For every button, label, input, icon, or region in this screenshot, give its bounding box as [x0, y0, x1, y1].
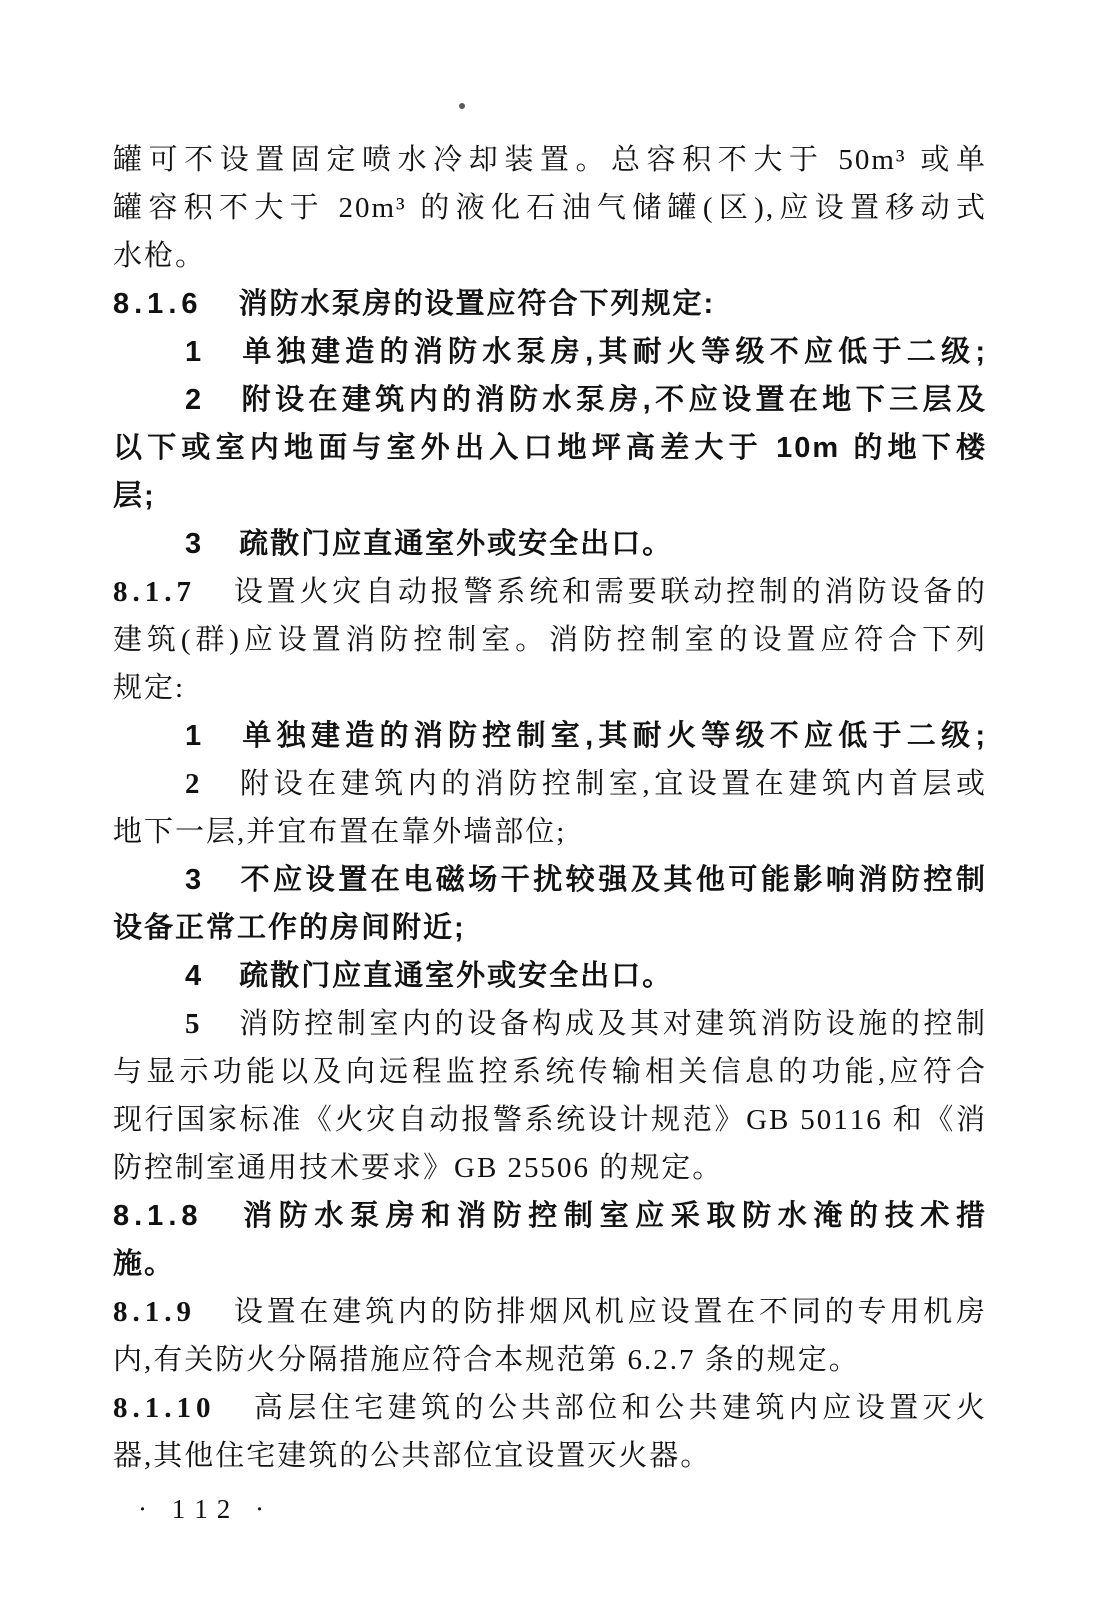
section-8-1-9-line	[113, 1288, 987, 1336]
item-text: 消防控制室内的设备构成及其对建筑消防设施的控制	[237, 1008, 987, 1040]
item-line	[113, 328, 987, 376]
section-8-1-6-heading	[113, 280, 987, 328]
item-text: 单独建造的消防水泵房,其耐火等级不应低于二级;	[239, 336, 987, 368]
para-continuation-line: 罐可不设置固定喷水冷却装置。总容积不大于 50m³ 或单	[113, 144, 987, 176]
item-line	[113, 760, 987, 808]
item-continuation-line: 设备正常工作的房间附近;	[113, 912, 466, 944]
item-text: 附设在建筑内的消防水泵房,不应设置在地下三层及	[239, 384, 987, 416]
section-text: 高层住宅建筑的公共部位和公共建筑内应设置灭火	[251, 1392, 987, 1424]
page-text-block	[113, 136, 987, 1480]
item-number: 3	[185, 528, 204, 560]
item-continuation-line: 以下或室内地面与室外出入口地坪高差大于 10m 的地下楼	[113, 432, 987, 464]
section-number: 8.1.10	[113, 1392, 216, 1424]
item-line	[113, 952, 987, 1000]
section-text: 消防水泵房和消防控制室应采取防水淹的技术措	[238, 1200, 987, 1232]
item-continuation-line: 防控制室通用技术要求》GB 25506 的规定。	[113, 1152, 724, 1184]
item-number: 2	[185, 768, 202, 800]
item-text: 疏散门应直通室外或安全出口。	[239, 528, 674, 560]
item-continuation-line: 层;	[113, 480, 156, 512]
item-number: 5	[185, 1008, 202, 1040]
para-continuation-line: 水枪。	[113, 240, 207, 272]
item-text: 不应设置在电磁场干扰较强及其他可能影响消防控制	[239, 864, 987, 896]
section-text: 设置火灾自动报警系统和需要联动控制的消防设备的	[232, 576, 987, 608]
page-number: · 112 ·	[138, 1494, 273, 1524]
item-continuation-line: 现行国家标准《火灾自动报警系统设计规范》GB 50116 和《消	[113, 1104, 987, 1136]
section-continuation-line: 器,其他住宅建筑的公共部位宜设置灭火器。	[113, 1440, 712, 1472]
section-number: 8.1.9	[113, 1296, 196, 1328]
item-line	[113, 856, 987, 904]
item-text: 疏散门应直通室外或安全出口。	[239, 960, 674, 992]
item-line	[113, 1000, 987, 1048]
section-8-1-8-line	[113, 1192, 987, 1240]
item-line	[113, 520, 987, 568]
section-8-1-10-line	[113, 1384, 987, 1432]
item-number: 3	[185, 864, 204, 896]
section-continuation-line: 施。	[113, 1248, 176, 1280]
section-8-1-7-line	[113, 568, 987, 616]
item-number: 4	[185, 960, 204, 992]
item-number: 1	[185, 720, 204, 752]
section-text: 消防水泵房的设置应符合下列规定:	[238, 288, 716, 320]
para-continuation-line: 罐容积不大于 20m³ 的液化石油气储罐(区),应设置移动式	[113, 192, 987, 224]
item-continuation-line: 地下一层,并宜布置在靠外墙部位;	[113, 816, 567, 848]
section-text: 设置在建筑内的防排烟风机应设置在不同的专用机房	[232, 1296, 987, 1328]
scan-artifact-dot	[459, 103, 465, 109]
item-line	[113, 712, 987, 760]
item-number: 1	[185, 336, 204, 368]
section-number: 8.1.7	[113, 576, 196, 608]
item-continuation-line: 与显示功能以及向远程监控系统传输相关信息的功能,应符合	[113, 1056, 987, 1088]
item-number: 2	[185, 384, 204, 416]
section-continuation-line: 内,有关防火分隔措施应符合本规范第 6.2.7 条的规定。	[113, 1344, 860, 1376]
section-continuation-line: 建筑(群)应设置消防控制室。消防控制室的设置应符合下列	[113, 624, 987, 656]
section-number: 8.1.6	[113, 288, 203, 320]
item-line	[113, 376, 987, 424]
item-text: 附设在建筑内的消防控制室,宜设置在建筑内首层或	[237, 768, 987, 800]
section-number: 8.1.8	[113, 1200, 203, 1232]
item-text: 单独建造的消防控制室,其耐火等级不应低于二级;	[239, 720, 987, 752]
section-continuation-line: 规定:	[113, 672, 186, 704]
